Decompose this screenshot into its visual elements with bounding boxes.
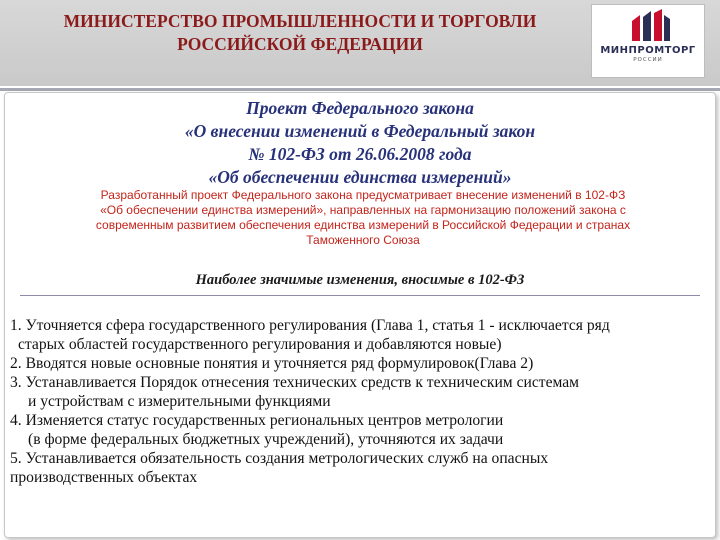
list-item: 4. Изменяется статус государственных региональных центров метрологии <box>10 412 504 429</box>
ministry-logo <box>591 4 705 78</box>
document-title-line: «О внесении изменений в Федеральный закон <box>184 121 536 141</box>
header-bar <box>0 0 720 86</box>
ministry-title-line: РОССИЙСКОЙ ФЕДЕРАЦИИ <box>177 34 423 54</box>
header-divider <box>0 88 720 91</box>
subheading-divider <box>20 295 700 296</box>
list-item: 5. Устанавливается обязательность создания метрологических служб на опасных <box>10 450 549 467</box>
intro-line: «Об обеспечении единства измерений», направленных на гармонизацию положений закона с <box>100 203 626 217</box>
document-title-line: Проект Федерального закона <box>246 98 474 118</box>
logo-name: МИНПРОМТОРГ <box>600 45 696 56</box>
changes-subheading: Наиболее значимые изменения, вносимые в 102-ФЗ <box>195 272 525 288</box>
logo-subtitle: РОССИИ <box>633 57 663 63</box>
intro-paragraph <box>36 188 690 248</box>
intro-line: Таможенного Союза <box>306 233 420 247</box>
document-title-line: «Об обеспечении единства измерений» <box>208 167 512 187</box>
document-title <box>0 97 720 189</box>
list-item: (в форме федеральных бюджетных учреждений), уточняются их задачи <box>28 431 504 448</box>
list-item: 2. Вводятся новые основные понятия и уточняется ряд формулировок(Глава 2) <box>10 355 534 372</box>
document-title-line: № 102-ФЗ от 26.06.2008 года <box>248 144 472 164</box>
list-item: 1. Уточняется сфера государственного регулирования (Глава 1, статья 1 - исключается ряд <box>10 317 610 334</box>
ministry-title-line: МИНИСТЕРСТВО ПРОМЫШЛЕННОСТИ И ТОРГОВЛИ <box>63 11 537 31</box>
list-item: и устройствам с измерительными функциями <box>28 393 331 410</box>
intro-line: Разработанный проект Федерального закона предусматривает внесение изменений в 102-ФЗ <box>100 188 626 202</box>
list-item: старых областей государственного регулирования и добавляются новые) <box>18 336 502 353</box>
ministry-title <box>40 10 560 56</box>
list-item: 3. Устанавливается Порядок отнесения технических средств к техническим системам <box>10 374 580 391</box>
intro-line: современным развитием обеспечения единства измерений в Российской Федерации и странах <box>95 218 631 232</box>
minpromtorg-logo-icon <box>628 9 672 43</box>
changes-list <box>10 316 710 487</box>
list-item: производственных объектах <box>10 469 198 486</box>
